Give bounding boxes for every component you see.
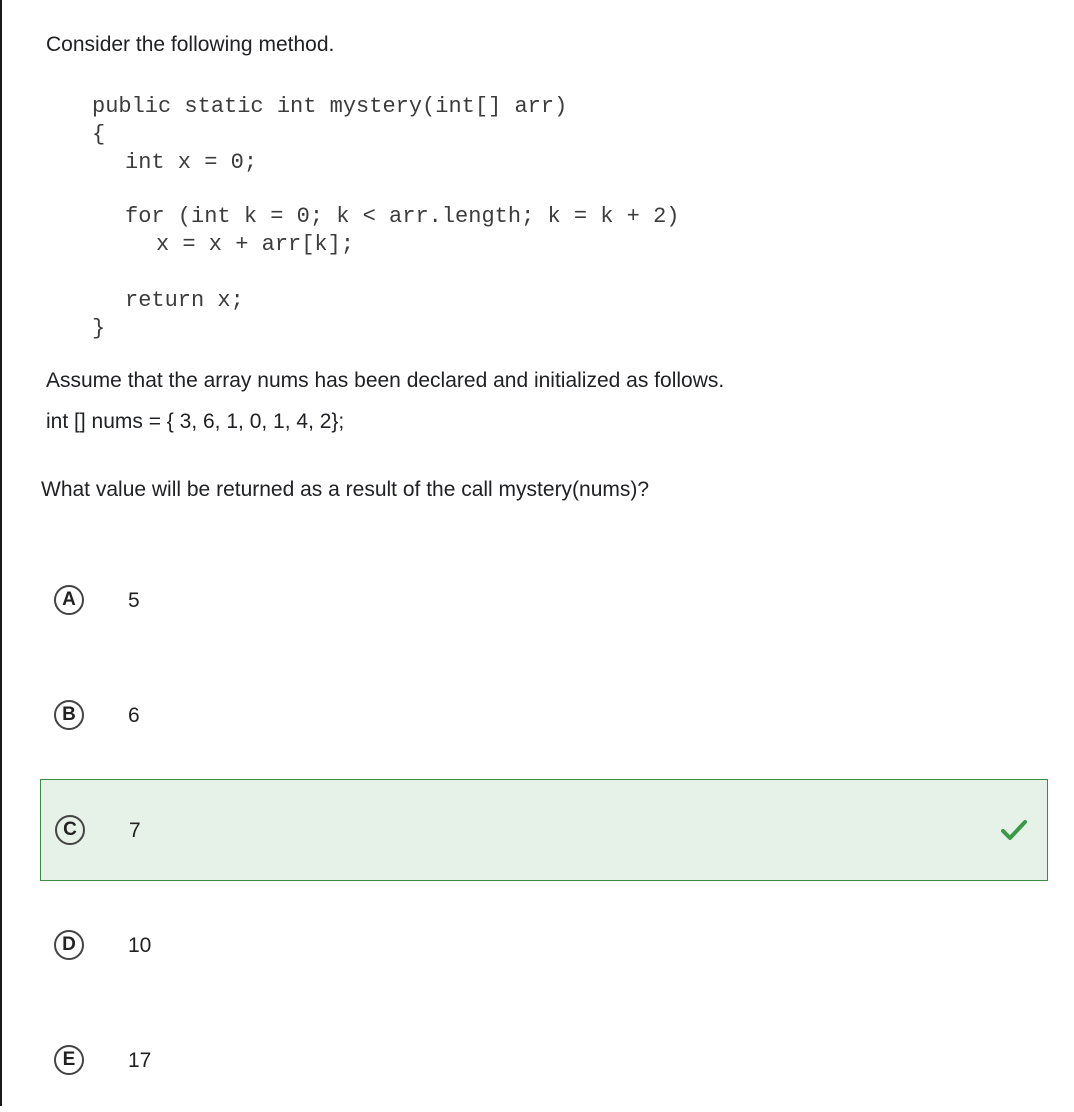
code-line: {: [92, 122, 106, 147]
choice-c[interactable]: [40, 779, 1048, 881]
code-line: for (int k = 0; k < arr.length; k = k + 2): [125, 204, 680, 229]
choice-letter-badge: B: [54, 700, 84, 730]
choice-d[interactable]: [40, 895, 1048, 997]
assumption-text: Assume that the array nums has been declared and initialized as follows.: [46, 369, 725, 392]
choice-e[interactable]: [40, 1010, 1048, 1112]
question-prompt: What value will be returned as a result of the call mystery(nums)?: [41, 478, 650, 501]
code-line: int x = 0;: [125, 150, 258, 175]
choice-letter-badge: A: [54, 585, 84, 615]
choice-a[interactable]: [40, 550, 1048, 652]
choice-b[interactable]: [40, 665, 1048, 767]
choice-letter-badge: C: [55, 815, 85, 845]
choice-text: 17: [128, 1049, 152, 1072]
choice-text: 7: [129, 819, 141, 842]
checkmark-icon: [1001, 819, 1027, 841]
choice-text: 6: [128, 704, 140, 727]
choice-text: 5: [128, 589, 140, 612]
code-line: x = x + arr[k];: [156, 232, 355, 257]
choice-text: 10: [128, 934, 152, 957]
choice-letter-badge: D: [54, 930, 84, 960]
array-declaration: int [] nums = { 3, 6, 1, 0, 1, 4, 2};: [46, 410, 345, 433]
question-intro: Consider the following method.: [46, 33, 335, 56]
code-line: return x;: [125, 288, 244, 313]
code-line: public static int mystery(int[] arr): [92, 94, 568, 119]
code-line: }: [92, 316, 106, 341]
choice-letter-badge: E: [54, 1045, 84, 1075]
left-border: [0, 0, 2, 1106]
